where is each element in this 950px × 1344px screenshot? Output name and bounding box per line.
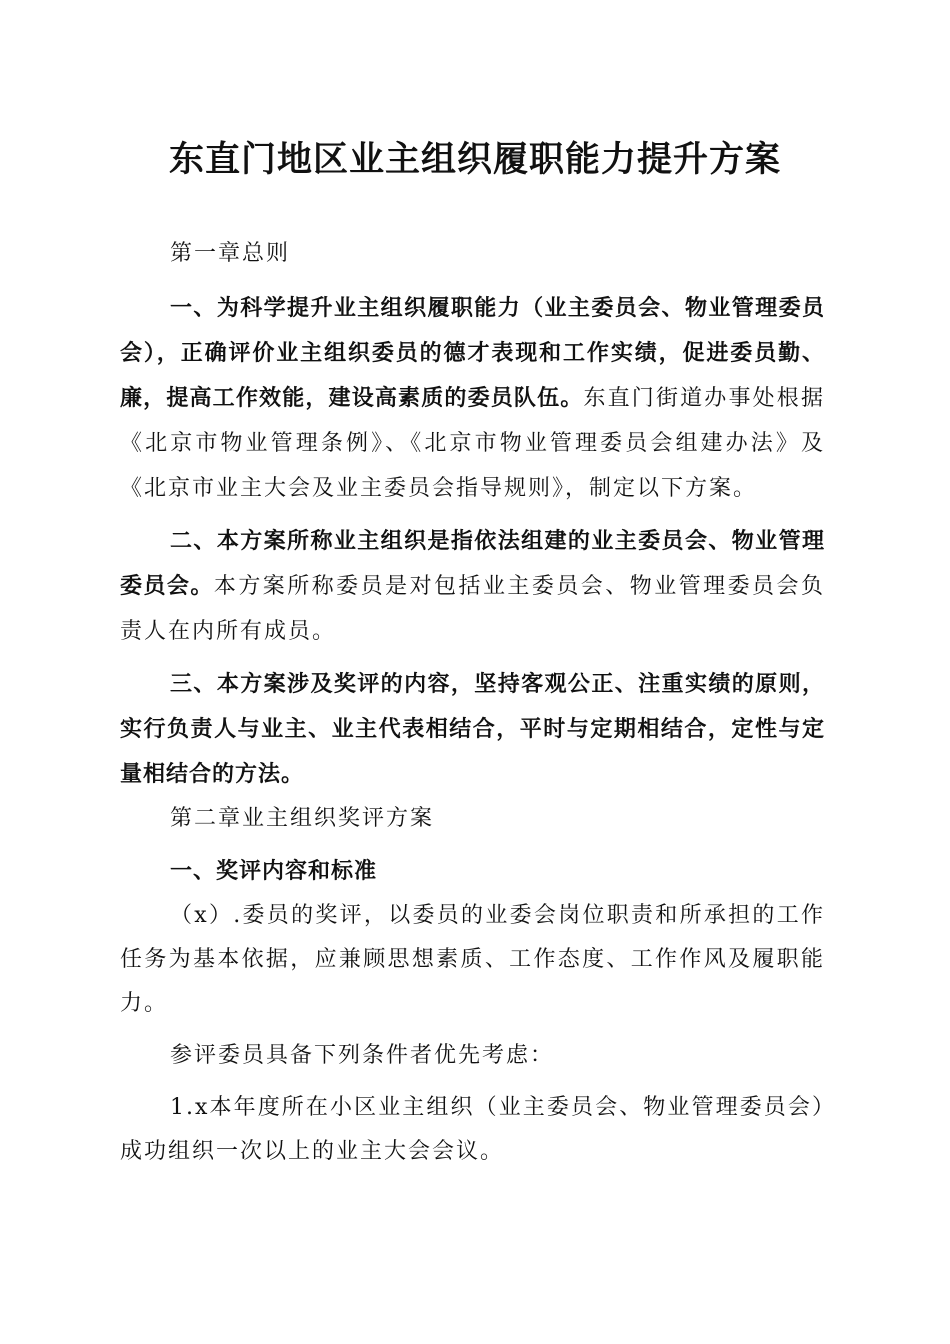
paragraph-priority: 参评委员具备下列条件者优先考虑： <box>170 1043 555 1068</box>
section-1-heading-text: 一、奖评内容和标准 <box>170 859 378 884</box>
article-2-regular-text: 本方案所称委员是对包括业主委员会、物业管理委员会负责人在内所有成员。 <box>120 574 825 644</box>
chapter-1-article-3 <box>120 662 825 797</box>
document-title: 东直门地区业主组织履职能力提升方案 <box>168 139 781 180</box>
chapter-1-heading: 第一章总则 <box>170 241 291 266</box>
article-1-regular-text: 东直门街道办事处根据《北京市物业管理条例》、《北京市物业管理委员会组建办法》及《北京市业主大会及业主委员会指导规则》，制定以下方案。 <box>120 386 825 501</box>
article-2-bold-text: 二、本方案所称业主组织是指依法组建的业主委员会、物业管理委员会。 <box>120 529 825 599</box>
paragraph-x: （x）.委员的奖评，以委员的业委会岗位职责和所承担的工作任务为基本依据，应兼顾思想素质、工作态度、工作作风及履职能力。 <box>120 903 825 1016</box>
document-body <box>120 232 825 1174</box>
chapter-1-article-1 <box>120 286 825 511</box>
priority-item-1: 1.x本年度所在小区业主组织（业主委员会、物业管理委员会）成功组织一次以上的业主大会会议。 <box>120 1095 825 1164</box>
section-1-heading <box>120 849 825 894</box>
article-3-bold-text: 三、本方案涉及奖评的内容，坚持客观公正、注重实绩的原则，实行负责人与业主、业主代表相结合，平时与定期相结合，定性与定量相结合的方法。 <box>120 672 825 787</box>
chapter-2-heading: 第二章业主组织奖评方案 <box>170 806 435 831</box>
chapter-1-article-2 <box>120 519 825 654</box>
article-1-bold-text: 一、为科学提升业主组织履职能力（业主委员会、物业管理委员会），正确评价业主组织委员的德才表现和工作实绩，促进委员勤、廉，提高工作效能，建设高素质的委员队伍。 <box>120 296 825 411</box>
